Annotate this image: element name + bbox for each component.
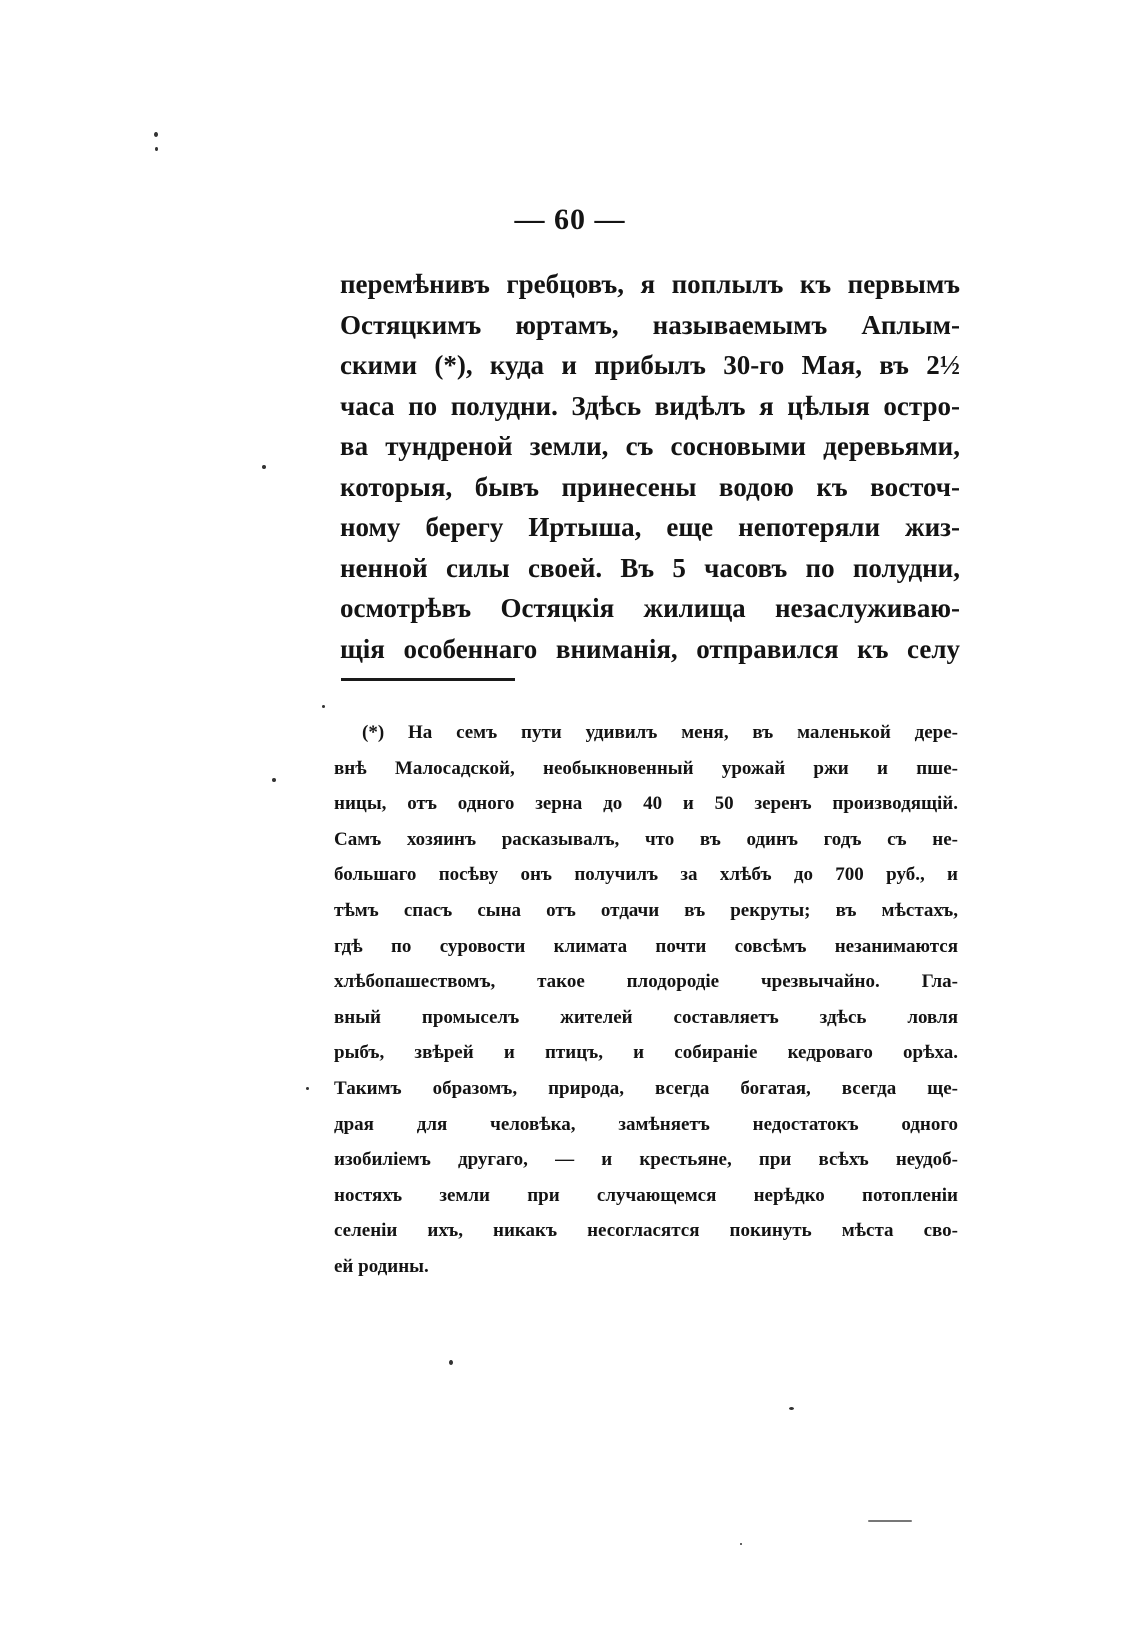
footnote-line: гдѣ по суровости климата почти совсѣмъ незанимаются	[334, 935, 958, 957]
main-text-line: ному берегу Иртыша, еще непотеряли жиз-	[340, 512, 960, 542]
main-text-line: ненной силы своей. Въ 5 часовъ по полудни,	[340, 552, 960, 583]
scan-speck	[155, 147, 158, 151]
footnote-line: ностяхъ земли при случающемся нерѣдко потопленіи	[334, 1184, 958, 1206]
footnote-line: ей родины.	[334, 1255, 429, 1277]
scan-speck	[449, 1360, 453, 1365]
scan-speck	[740, 1543, 742, 1545]
footnote-line: Такимъ образомъ, природа, всегда богатая, всегда ще-	[334, 1077, 958, 1099]
footnote-line: селеніи ихъ, никакъ несогласятся покинуть мѣста сво-	[334, 1220, 958, 1242]
footnote-line: рыбъ, звѣрей и птицъ, и собираніе кедроваго орѣха.	[334, 1042, 958, 1064]
main-text	[340, 264, 960, 669]
footnote-line: Самъ хозяинъ расказывалъ, что въ одинъ годъ съ не-	[334, 828, 958, 850]
scan-speck	[154, 132, 158, 137]
footnote	[334, 715, 958, 1285]
scan-speck	[789, 1407, 794, 1410]
main-text-line: скими (*), куда и прибылъ 30-го Мая, въ 2½	[340, 350, 960, 380]
footnote-line: ницы, отъ одного зерна до 40 и 50 зеренъ производящій.	[334, 793, 958, 815]
main-text-line: ва тундреной земли, съ сосновыми деревьями,	[340, 431, 960, 461]
footnote-line: драя для человѣка, замѣняетъ недостатокъ одного	[334, 1113, 958, 1135]
main-text-line: щія особеннаго вниманія, отправился къ селу	[340, 633, 960, 664]
footnote-line: вный промыселъ жителей составляетъ здѣсь ловля	[334, 1006, 958, 1028]
scan-speck	[262, 465, 266, 469]
main-text-line: Остяцкимъ юртамъ, называемымъ Аплым-	[340, 309, 960, 340]
footnote-line: тѣмъ спасъ сына отъ отдачи въ рекруты; въ мѣстахъ,	[334, 899, 958, 921]
footnote-line: (*) На семъ пути удивилъ меня, въ маленькой дере-	[362, 722, 958, 743]
footnote-line: хлѣбопашествомъ, такое плодородіе чрезвычайно. Гла-	[334, 971, 958, 993]
scan-speck	[306, 1087, 309, 1090]
main-text-line: часа по полудни. Здѣсь видѣлъ я цѣлыя остро-	[340, 390, 960, 421]
main-text-line: осмотрѣвъ Остяцкія жилища незаслуживаю-	[340, 593, 960, 623]
footnote-separator-rule	[341, 678, 515, 681]
page-number: — 60 —	[514, 203, 626, 236]
footnote-line: внѣ Малосадской, необыкновенный урожай ржи и пше-	[334, 757, 958, 779]
main-text-line: которыя, бывъ принесены водою къ восточ-	[340, 471, 960, 502]
scan-speck	[322, 705, 325, 708]
main-text-line: перемѣнивъ гребцовъ, я поплылъ къ первымъ	[340, 269, 960, 299]
footnote-line: изобиліемъ другаго, — и крестьяне, при всѣхъ неудоб-	[334, 1149, 958, 1171]
footnote-line: большаго посѣву онъ получилъ за хлѣбъ до 700 руб., и	[334, 864, 958, 886]
scan-speck	[868, 1520, 912, 1522]
scan-speck	[272, 778, 276, 782]
